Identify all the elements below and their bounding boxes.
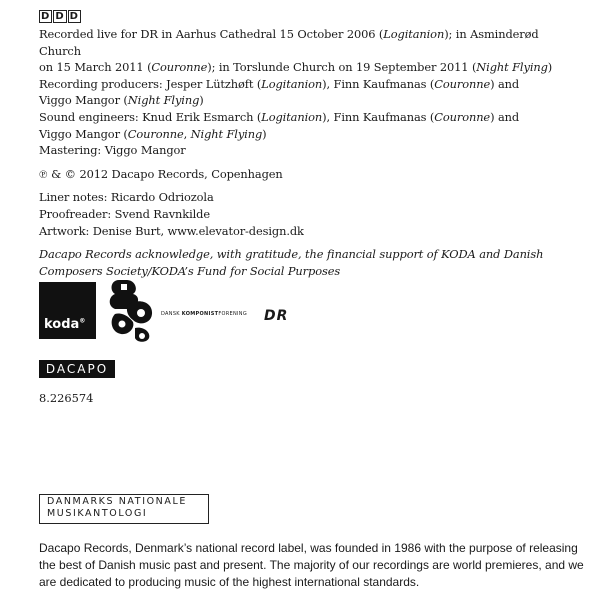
text: ) and	[490, 109, 520, 124]
recording-producers	[39, 76, 584, 109]
text: Viggo Mangor (	[39, 93, 128, 108]
dansk-komponistforening-logo	[161, 311, 247, 317]
work-title: Couronne	[434, 76, 491, 91]
text: Recording producers: Jesper Lützhøft (	[39, 76, 262, 91]
antologi-line: MUSIKANTOLOGI	[47, 508, 148, 519]
artwork-credit: Artwork: Denise Burt, www.elevator-design.dk	[39, 223, 304, 238]
text: ) and	[490, 76, 520, 91]
dr-logo: DR	[264, 308, 289, 324]
about-dacapo: Dacapo Records, Denmark’s national record label, was founded in 1986 with the purpose of releasing the best of Danish music past and present. The majority of our recordings are world premieres, and we are dedicated to producing music of the highest international standards.	[39, 541, 584, 589]
text: )	[199, 93, 204, 108]
koda-wordmark: koda	[44, 317, 80, 332]
acknowledgement: Dacapo Records acknowledge, with gratitude, the financial support of KODA and Danish Composers Society/KODA’s Fund for Social Purposes	[39, 247, 544, 278]
work-title: Night Flying	[190, 126, 263, 141]
musikantologi-logo	[39, 494, 209, 524]
catalogue-number: 8.226574	[39, 391, 94, 405]
ddd-badge	[39, 10, 81, 23]
dacapo-logo: DACAPO	[39, 360, 115, 378]
ddd-letter: D	[41, 11, 51, 22]
text: ), Finn Kaufmanas (	[322, 76, 435, 91]
composers-society-logo	[105, 276, 157, 344]
work-title: Night Flying	[127, 93, 200, 108]
text: Viggo Mangor (	[39, 126, 128, 141]
text: Sound engineers: Knud Erik Esmarch (	[39, 109, 262, 124]
text: ); in Asminderød Church	[39, 27, 539, 58]
text: DANSK	[161, 311, 182, 317]
text: ), Finn Kaufmanas (	[322, 109, 435, 124]
text: KOMPONIST	[181, 311, 219, 317]
text: on 15 March 2011 (	[39, 60, 152, 75]
work-title: Logitanion	[383, 27, 445, 41]
credits-block	[39, 26, 584, 279]
work-title: Logitanion	[261, 76, 323, 91]
text: ,	[183, 126, 191, 141]
text: ); in Torslunde Church on 19 September 2011 (	[207, 60, 477, 75]
work-title: Couronne	[151, 60, 208, 75]
text: FORENING	[218, 311, 248, 317]
work-title: Night Flying	[476, 60, 548, 75]
text: Recorded live for DR in Aarhus Cathedral 15 October 2006 (	[39, 27, 384, 41]
ddd-letter: D	[55, 11, 65, 22]
koda-logo-text	[44, 317, 85, 332]
antologi-line: DANMARKS NATIONALE	[47, 496, 187, 507]
liner-notes: Liner notes: Ricardo Odriozola	[39, 190, 214, 205]
text: )	[547, 60, 553, 75]
registered-mark: ®	[79, 317, 86, 325]
mastering: Mastering: Viggo Mangor	[39, 143, 186, 158]
work-title: Couronne	[434, 109, 491, 124]
work-title: Logitanion	[261, 109, 323, 124]
recording-info	[39, 26, 584, 76]
sound-engineers	[39, 109, 584, 142]
text: )	[262, 126, 267, 141]
copyright: ℗ & © 2012 Dacapo Records, Copenhagen	[39, 166, 283, 181]
proofreader: Proofreader: Svend Ravnkilde	[39, 206, 211, 221]
work-title: Couronne	[127, 126, 184, 141]
ddd-letter: D	[69, 11, 79, 22]
koda-logo	[39, 282, 96, 339]
